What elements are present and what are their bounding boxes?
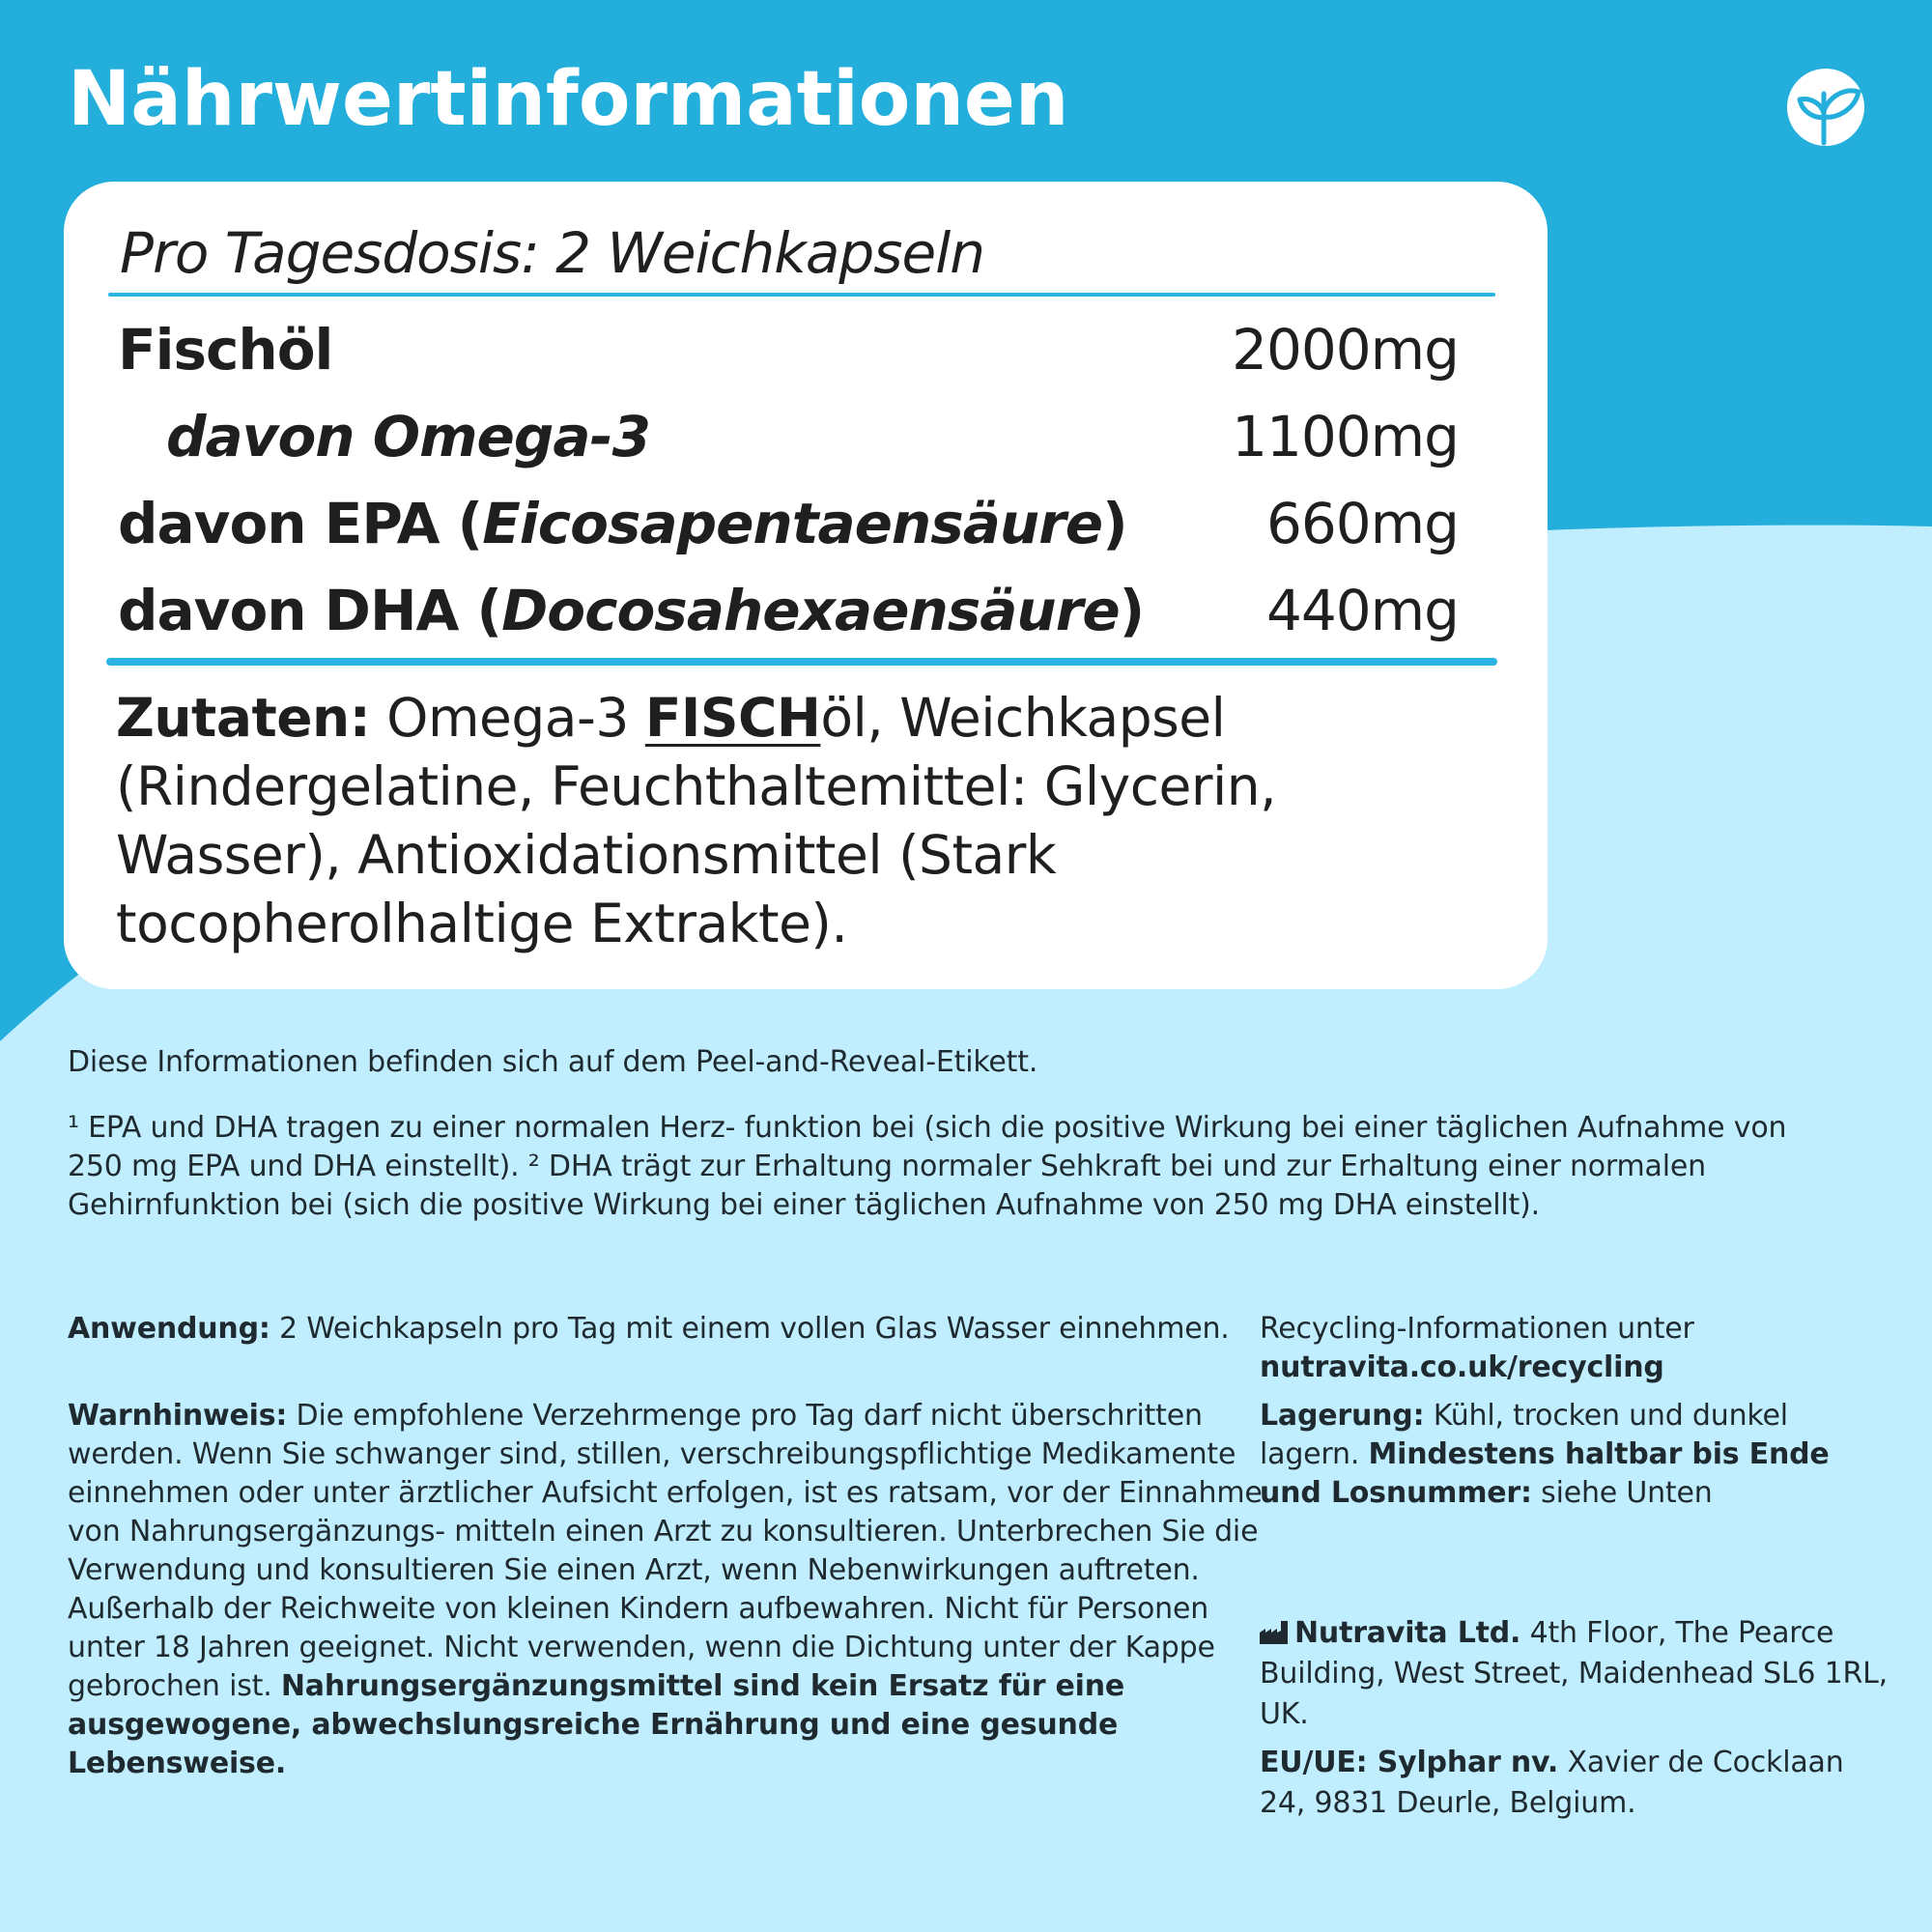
sprout-leaf-icon	[1787, 69, 1864, 146]
nutrient-value: 1100mg	[1232, 404, 1459, 469]
nutrient-row-epa	[118, 481, 1459, 566]
peel-note: Diese Informationen befinden sich auf dem Peel-and-Reveal-Etikett.	[68, 1045, 1038, 1079]
factory-icon	[1260, 1621, 1289, 1644]
nutrient-name-prefix: davon EPA (	[118, 491, 483, 556]
divider-thick	[106, 658, 1497, 666]
nutrient-name	[118, 568, 1144, 653]
nutrient-name	[118, 481, 1127, 566]
nutrient-name-italic: Docosahexaensäure	[501, 578, 1120, 643]
usage-instructions	[68, 1310, 1246, 1349]
ingredients-list	[116, 684, 1488, 958]
nutrition-card	[64, 182, 1548, 989]
health-claims: ¹ EPA und DHA tragen zu einer normalen Herz- funktion bei (sich die positive Wirkung bei einer täglichen Aufnahme von 250 mg EPA und DHA einstellt). ² DHA trägt zur Erhaltung normaler Sehkraft bei und zur Erhaltung einer normalen Gehirnfunktion bei (sich die positive Wirkung bei einer täglichen Aufnahme von 250 mg DHA einstellt).	[68, 1111, 1787, 1222]
nutrient-value: 660mg	[1265, 491, 1459, 556]
recycling-text: Recycling-Informationen unter	[1260, 1312, 1694, 1346]
nutrient-row-fischoel	[118, 307, 1459, 392]
eu-representative	[1260, 1743, 1897, 1824]
manufacturer-info	[1260, 1613, 1897, 1735]
manufacturer-name: Nutravita Ltd.	[1294, 1616, 1521, 1650]
nutrient-name-italic: Eicosapentaensäure	[482, 491, 1103, 556]
recycling-info	[1260, 1310, 1878, 1387]
ingredients-label: Zutaten:	[116, 687, 371, 749]
storage-info	[1260, 1397, 1878, 1513]
warning-bold-note: Nahrungsergänzungsmittel sind kein Ersatz für eine ausgewogene, abwechslungsreiche Ernährung und eine gesunde Lebensweise.	[68, 1669, 1125, 1780]
best-before-text: siehe Unten	[1531, 1476, 1713, 1510]
eu-rep-label: EU/UE: Sylphar nv.	[1260, 1746, 1559, 1779]
nutrient-name: Fischöl	[118, 317, 333, 383]
nutrient-row-dha	[118, 568, 1459, 653]
nutrient-name-suffix: )	[1102, 491, 1127, 556]
serving-size: Pro Tagesdosis: 2 Weichkapseln	[120, 220, 985, 286]
warning-label: Warnhinweis:	[68, 1399, 288, 1433]
ingredients-text: Omega-3	[370, 687, 645, 749]
ingredients-text: öl, Weichkapsel (Rindergelatine, Feuchthaltemittel: Glycerin, Wasser), Antioxidationsmittel (Stark tocopherolhaltige Extrakte).	[116, 687, 1277, 954]
nutrient-value: 2000mg	[1232, 317, 1459, 383]
eu-rep-address: Xavier de Cocklaan 24, 9831 Deurle, Belgium.	[1260, 1746, 1844, 1820]
warning-text	[68, 1397, 1265, 1783]
usage-text: 2 Weichkapseln pro Tag mit einem vollen Glas Wasser einnehmen.	[270, 1312, 1230, 1346]
best-before-label: Mindestens haltbar bis Ende und Losnummer:	[1260, 1437, 1830, 1510]
nutrient-row-omega3	[118, 394, 1459, 479]
warning-body: Die empfohlene Verzehrmenge pro Tag darf nicht überschritten werden. Wenn Sie schwanger sind, stillen, verschreibungspflichtige Medikamente einnehmen oder unter ärztlicher Aufsicht erfolgen, ist es ratsam, vor der Einnahme von Nahrungsergänzungs- mitteln einen Arzt zu konsultieren. Unterbrechen Sie die Verwendung und konsultieren Sie einen Arzt, wenn Nebenwirkungen auftreten. Außerhalb der Reichweite von kleinen Kindern aufbewahren. Nicht für Personen unter 18 Jahren geeignet. Nicht verwenden, wenn die Dichtung unter der Kappe gebrochen ist.	[68, 1399, 1263, 1703]
manufacturer-address: 4th Floor, The Pearce Building, West Street, Maidenhead SL6 1RL, UK.	[1260, 1616, 1889, 1731]
page-title: Nährwertinformationen	[68, 56, 1069, 143]
allergen-highlight: FISCH	[644, 687, 821, 749]
recycling-link[interactable]: nutravita.co.uk/recycling	[1260, 1350, 1664, 1384]
storage-text: Kühl, trocken und dunkel lagern.	[1260, 1399, 1788, 1471]
nutrient-name-suffix: )	[1119, 578, 1145, 643]
nutrient-name: davon Omega-3	[166, 404, 650, 469]
nutrient-value: 440mg	[1265, 578, 1459, 643]
divider-thin	[108, 293, 1495, 297]
usage-label: Anwendung:	[68, 1312, 270, 1346]
nutrient-name-prefix: davon DHA (	[118, 578, 502, 643]
storage-label: Lagerung:	[1260, 1399, 1425, 1433]
